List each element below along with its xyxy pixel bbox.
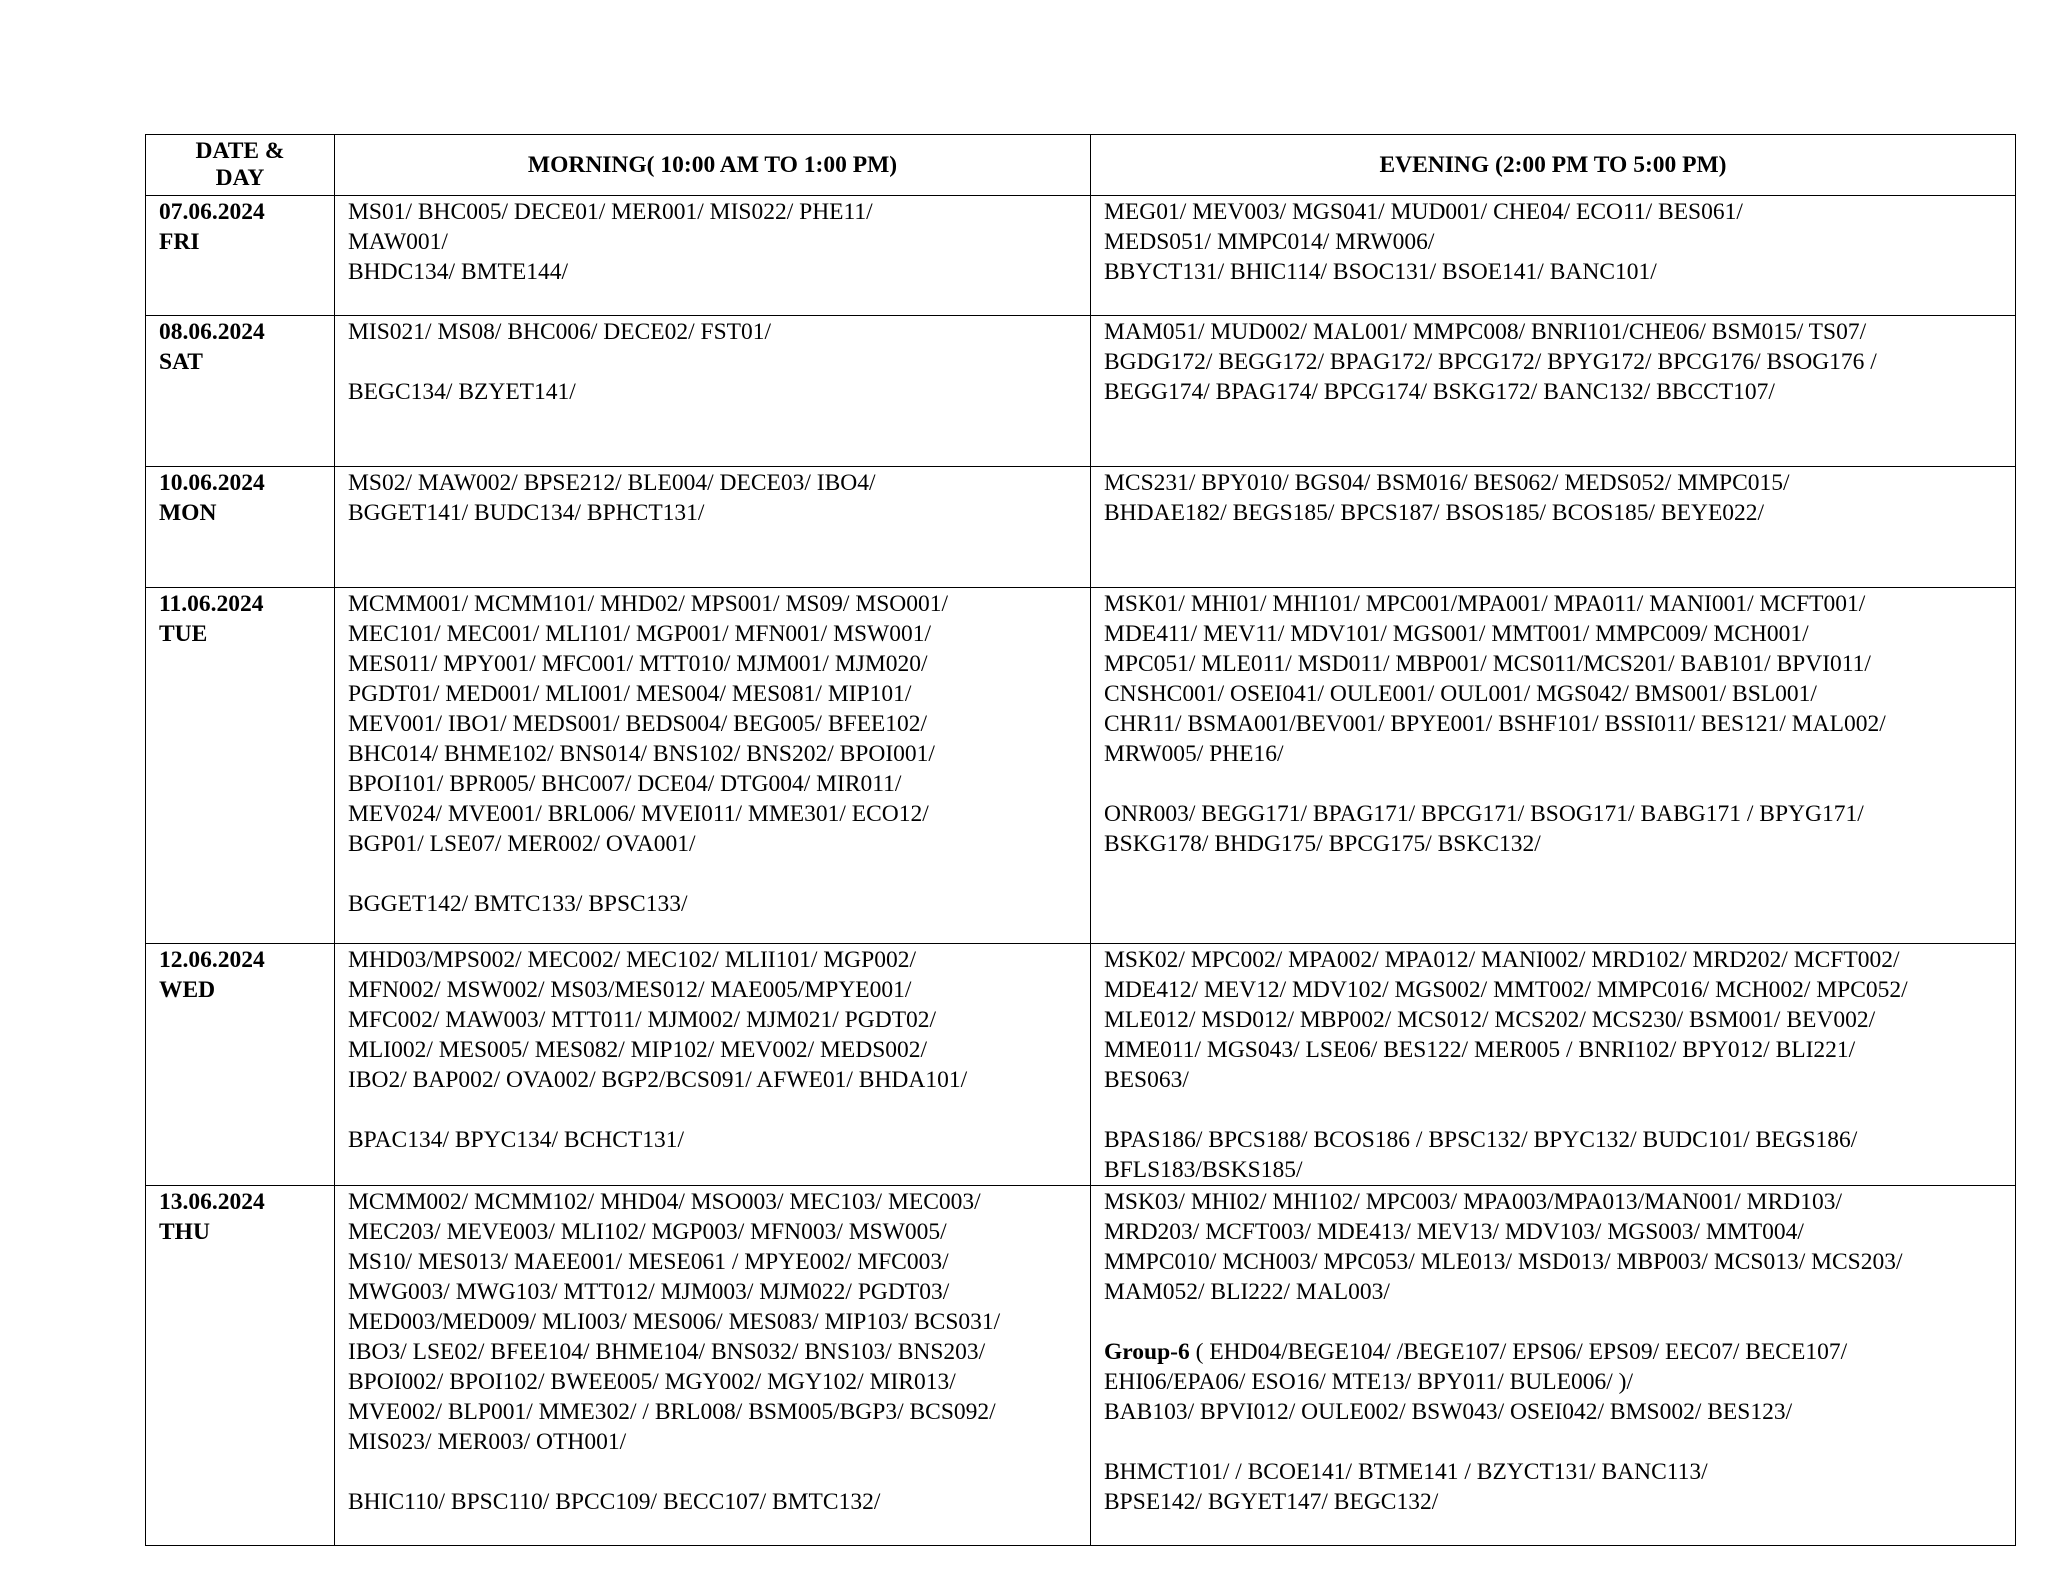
course-code-line: BAB103/ BPVI012/ OULE002/ BSW043/ OSEI042/ BMS002/ BES123/ xyxy=(1104,1399,1793,1425)
schedule-row xyxy=(146,588,2016,944)
course-code-line: MEC101/ MEC001/ MLI101/ MGP001/ MFN001/ MSW001/ xyxy=(348,621,931,647)
exam-day: THU xyxy=(159,1219,210,1245)
schedule-row xyxy=(146,196,2016,316)
course-code-line: MMPC010/ MCH003/ MPC053/ MLE013/ MSD013/ MBP003/ MCS013/ MCS203/ xyxy=(1104,1249,1903,1275)
exam-date: 11.06.2024 xyxy=(159,591,264,617)
course-code-line: MLI002/ MES005/ MES082/ MIP102/ MEV002/ MEDS002/ xyxy=(348,1037,928,1063)
course-code-line: MSK03/ MHI02/ MHI102/ MPC003/ MPA003/MPA013/MAN001/ MRD103/ xyxy=(1104,1189,1843,1215)
course-code-line: MLE012/ MSD012/ MBP002/ MCS012/ MCS202/ MCS230/ BSM001/ BEV002/ xyxy=(1104,1007,1876,1033)
course-code-line: PGDT01/ MED001/ MLI001/ MES004/ MES081/ MIP101/ xyxy=(348,681,912,707)
course-code-line: BPOI101/ BPR005/ BHC007/ DCE04/ DTG004/ MIR011/ xyxy=(348,771,902,797)
morning-session-cell xyxy=(335,196,1091,316)
exam-day: TUE xyxy=(159,621,208,647)
course-code-line: MSK01/ MHI01/ MHI101/ MPC001/MPA001/ MPA011/ MANI001/ MCFT001/ xyxy=(1104,591,1866,617)
schedule-row xyxy=(146,1186,2016,1546)
course-code-line xyxy=(1104,769,2002,799)
course-code-line: IBO3/ LSE02/ BFEE104/ BHME104/ BNS032/ BNS103/ BNS203/ xyxy=(348,1339,986,1365)
course-code-line: BHDC134/ BMTE144/ xyxy=(348,259,569,285)
schedule-row xyxy=(146,467,2016,588)
course-code-line: ONR003/ BEGG171/ BPAG171/ BPCG171/ BSOG171/ BABG171 / BPYG171/ xyxy=(1104,801,1864,827)
course-code-line: BPSE142/ BGYET147/ BEGC132/ xyxy=(1104,1489,1439,1515)
course-code-line: BHC014/ BHME102/ BNS014/ BNS102/ BNS202/ BPOI001/ xyxy=(348,741,935,767)
morning-session-cell xyxy=(335,944,1091,1186)
group-courses: ( EHD04/BEGE104/ /BEGE107/ EPS06/ EPS09/ EEC07/ BECE107/ xyxy=(1189,1339,1848,1365)
evening-session-cell xyxy=(1091,467,2016,588)
evening-session-cell xyxy=(1091,588,2016,944)
date-day-header: DATE & DAY xyxy=(146,135,335,196)
date-day-cell xyxy=(146,467,335,588)
exam-date: 13.06.2024 xyxy=(159,1189,265,1215)
course-code-line xyxy=(1104,1095,2002,1125)
course-code-line: MEC203/ MEVE003/ MLI102/ MGP003/ MFN003/ MSW005/ xyxy=(348,1219,947,1245)
course-code-line: MVE002/ BLP001/ MME302/ / BRL008/ BSM005/BGP3/ BCS092/ xyxy=(348,1399,996,1425)
course-code-line: BGP01/ LSE07/ MER002/ OVA001/ xyxy=(348,831,696,857)
course-code-line: BHMCT101/ / BCOE141/ BTME141 / BZYCT131/ BANC113/ xyxy=(1104,1459,1708,1485)
schedule-row xyxy=(146,944,2016,1186)
course-code-line: BEGG174/ BPAG174/ BPCG174/ BSKG172/ BANC132/ BBCCT107/ xyxy=(1104,379,1775,405)
course-code-line: MME011/ MGS043/ LSE06/ BES122/ MER005 / BNRI102/ BPY012/ BLI221/ xyxy=(1104,1037,1856,1063)
course-code-line: MCMM001/ MCMM101/ MHD02/ MPS001/ MS09/ MSO001/ xyxy=(348,591,949,617)
evening-session-cell xyxy=(1091,1186,2016,1546)
course-code-line: IBO2/ BAP002/ OVA002/ BGP2/BCS091/ AFWE01/ BHDA101/ xyxy=(348,1067,968,1093)
course-code-line: MS01/ BHC005/ DECE01/ MER001/ MIS022/ PHE11/ xyxy=(348,199,873,225)
course-code-line: MS10/ MES013/ MAEE001/ MESE061 / MPYE002/ MFC003/ xyxy=(348,1249,949,1275)
exam-date: 12.06.2024 xyxy=(159,947,265,973)
course-code-line: MWG003/ MWG103/ MTT012/ MJM003/ MJM022/ PGDT03/ xyxy=(348,1279,950,1305)
course-code-line: BGGET142/ BMTC133/ BPSC133/ xyxy=(348,891,688,917)
course-code-line: MDE411/ MEV11/ MDV101/ MGS001/ MMT001/ MMPC009/ MCH001/ xyxy=(1104,621,1809,647)
schedule-row xyxy=(146,316,2016,467)
course-code-line: BGDG172/ BEGG172/ BPAG172/ BPCG172/ BPYG172/ BPCG176/ BSOG176 / xyxy=(1104,349,1877,375)
course-code-line: MEDS051/ MMPC014/ MRW006/ xyxy=(1104,229,1435,255)
exam-schedule-table xyxy=(145,134,2016,1546)
course-code-line: BPAC134/ BPYC134/ BCHCT131/ xyxy=(348,1127,685,1153)
course-code-line xyxy=(348,859,1077,889)
header-row xyxy=(146,135,2016,196)
date-day-cell xyxy=(146,944,335,1186)
exam-day: MON xyxy=(159,500,217,526)
course-code-line: MEG01/ MEV003/ MGS041/ MUD001/ CHE04/ ECO11/ BES061/ xyxy=(1104,199,1743,225)
course-code-line: MCS231/ BPY010/ BGS04/ BSM016/ BES062/ MEDS052/ MMPC015/ xyxy=(1104,470,1790,496)
course-code-line: BEGC134/ BZYET141/ xyxy=(348,379,576,405)
course-code-line: MAW001/ xyxy=(348,229,448,255)
course-code-line: MAM051/ MUD002/ MAL001/ MMPC008/ BNRI101/CHE06/ BSM015/ TS07/ xyxy=(1104,319,1867,345)
course-code-line: BPOI002/ BPOI102/ BWEE005/ MGY002/ MGY102/ MIR013/ xyxy=(348,1369,956,1395)
course-code-line: MEV024/ MVE001/ BRL006/ MVEI011/ MME301/ ECO12/ xyxy=(348,801,929,827)
course-code-line: CHR11/ BSMA001/BEV001/ BPYE001/ BSHF101/ BSSI011/ BES121/ MAL002/ xyxy=(1104,711,1886,737)
course-code-line: BFLS183/BSKS185/ xyxy=(1104,1157,1303,1183)
course-code-line: MEV001/ IBO1/ MEDS001/ BEDS004/ BEG005/ BFEE102/ xyxy=(348,711,928,737)
course-code-line: MFC002/ MAW003/ MTT011/ MJM002/ MJM021/ PGDT02/ xyxy=(348,1007,937,1033)
evening-header: EVENING (2:00 PM TO 5:00 PM) xyxy=(1091,135,2016,196)
course-code-line xyxy=(348,1457,1077,1487)
course-code-line: EHI06/EPA06/ ESO16/ MTE13/ BPY011/ BULE006/ )/ xyxy=(1104,1369,1633,1395)
course-code-line: BSKG178/ BHDG175/ BPCG175/ BSKC132/ xyxy=(1104,831,1541,857)
evening-session-cell xyxy=(1091,316,2016,467)
course-code-line: BGGET141/ BUDC134/ BPHCT131/ xyxy=(348,500,705,526)
date-day-cell xyxy=(146,196,335,316)
course-code-line: MAM052/ BLI222/ MAL003/ xyxy=(1104,1279,1390,1305)
course-code-line xyxy=(348,347,1077,377)
morning-session-cell xyxy=(335,316,1091,467)
course-code-line: MPC051/ MLE011/ MSD011/ MBP001/ MCS011/MCS201/ BAB101/ BPVI011/ xyxy=(1104,651,1871,677)
morning-session-cell xyxy=(335,588,1091,944)
morning-header: MORNING( 10:00 AM TO 1:00 PM) xyxy=(335,135,1091,196)
group-label: Group-6 xyxy=(1104,1339,1190,1365)
course-code-line: MS02/ MAW002/ BPSE212/ BLE004/ DECE03/ IBO4/ xyxy=(348,470,876,496)
course-code-line: BES063/ xyxy=(1104,1067,1189,1093)
spacer xyxy=(1104,1307,2002,1337)
evening-session-cell xyxy=(1091,944,2016,1186)
course-code-line: MDE412/ MEV12/ MDV102/ MGS002/ MMT002/ MMPC016/ MCH002/ MPC052/ xyxy=(1104,977,1908,1003)
course-code-line xyxy=(1104,1427,2002,1457)
exam-day: WED xyxy=(159,977,216,1003)
exam-day: FRI xyxy=(159,229,200,255)
course-code-line: CNSHC001/ OSEI041/ OULE001/ OUL001/ MGS042/ BMS001/ BSL001/ xyxy=(1104,681,1817,707)
course-code-line: MES011/ MPY001/ MFC001/ MTT010/ MJM001/ MJM020/ xyxy=(348,651,928,677)
exam-date: 07.06.2024 xyxy=(159,199,265,225)
course-code-line: MSK02/ MPC002/ MPA002/ MPA012/ MANI002/ MRD102/ MRD202/ MCFT002/ xyxy=(1104,947,1900,973)
course-code-line: MIS023/ MER003/ OTH001/ xyxy=(348,1429,627,1455)
course-code-line: MRW005/ PHE16/ xyxy=(1104,741,1284,767)
course-code-line: MRD203/ MCFT003/ MDE413/ MEV13/ MDV103/ MGS003/ MMT004/ xyxy=(1104,1219,1804,1245)
date-day-cell xyxy=(146,588,335,944)
course-code-line: BPAS186/ BPCS188/ BCOS186 / BPSC132/ BPYC132/ BUDC101/ BEGS186/ xyxy=(1104,1127,1858,1153)
evening-session-cell xyxy=(1091,196,2016,316)
course-code-line: MIS021/ MS08/ BHC006/ DECE02/ FST01/ xyxy=(348,319,772,345)
course-code-line: BHIC110/ BPSC110/ BPCC109/ BECC107/ BMTC132/ xyxy=(348,1489,881,1515)
course-code-line: MCMM002/ MCMM102/ MHD04/ MSO003/ MEC103/ MEC003/ xyxy=(348,1189,981,1215)
course-code-line: MHD03/MPS002/ MEC002/ MEC102/ MLII101/ MGP002/ xyxy=(348,947,916,973)
course-code-line xyxy=(348,1095,1077,1125)
course-code-line: BBYCT131/ BHIC114/ BSOC131/ BSOE141/ BANC101/ xyxy=(1104,259,1657,285)
morning-session-cell xyxy=(335,1186,1091,1546)
course-code-line: BHDAE182/ BEGS185/ BPCS187/ BSOS185/ BCOS185/ BEYE022/ xyxy=(1104,500,1765,526)
course-code-line: MED003/MED009/ MLI003/ MES006/ MES083/ MIP103/ BCS031/ xyxy=(348,1309,1001,1335)
group-line xyxy=(1104,1337,2002,1367)
exam-day: SAT xyxy=(159,349,203,375)
course-code-line: MFN002/ MSW002/ MS03/MES012/ MAE005/MPYE001/ xyxy=(348,977,912,1003)
exam-date: 10.06.2024 xyxy=(159,470,265,496)
date-day-cell xyxy=(146,1186,335,1546)
exam-date: 08.06.2024 xyxy=(159,319,265,345)
morning-session-cell xyxy=(335,467,1091,588)
date-day-cell xyxy=(146,316,335,467)
